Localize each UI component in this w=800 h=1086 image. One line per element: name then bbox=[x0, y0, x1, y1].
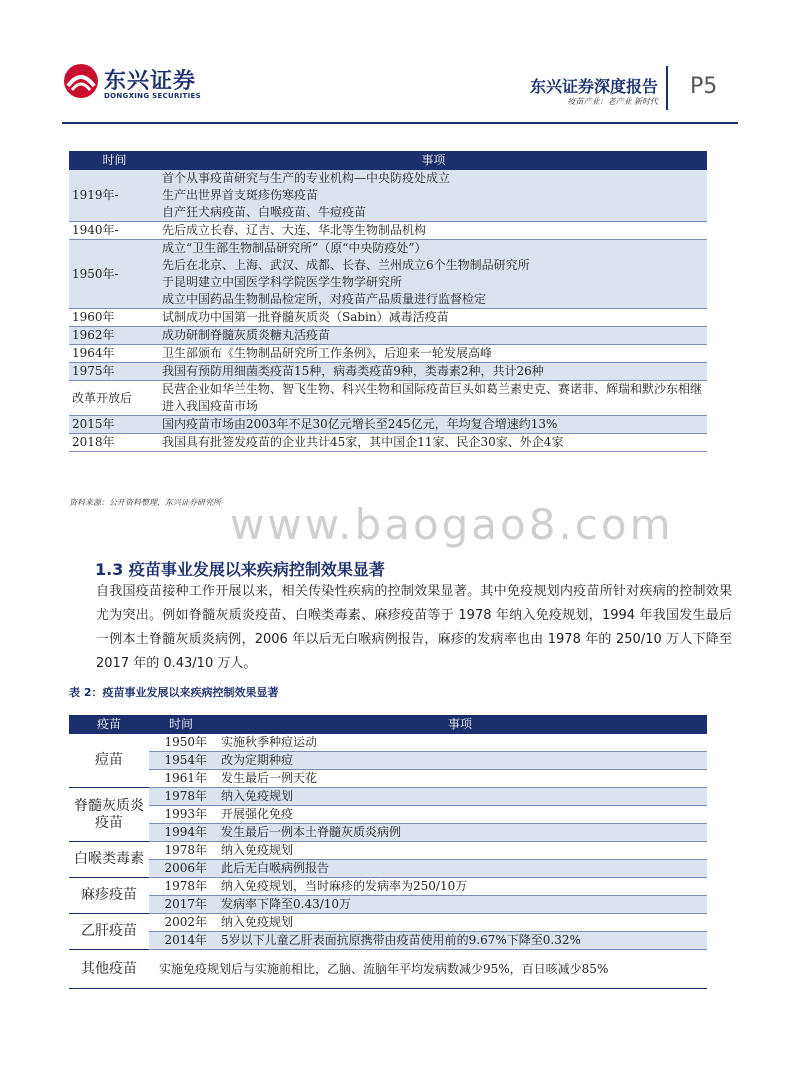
disease-control-table bbox=[69, 715, 707, 989]
event-line: 首个从事疫苗研究与生产的专业机构—中央防疫处成立 bbox=[162, 171, 451, 185]
watermark: www.baogao8.com bbox=[230, 500, 674, 549]
logo-text-en: DONGXING SECURITIES bbox=[104, 92, 201, 100]
row-event: 5岁以下儿童乙肝表面抗原携带由疫苗使用前的9.67%下降至0.32% bbox=[213, 932, 707, 950]
row-time: 2002年 bbox=[149, 914, 213, 932]
row-time: 2018年 bbox=[69, 434, 160, 452]
event-line: 先后成立长春、辽吉、大连、华北等生物制品机构 bbox=[162, 223, 427, 237]
event-line: 于昆明建立中国医学科学院医学生物学研究所 bbox=[162, 275, 403, 289]
event-line: 成立中国药品生物制品检定所，对疫苗产品质量进行监督检定 bbox=[162, 292, 487, 306]
row-events bbox=[160, 345, 707, 363]
row-event: 发病率下降至0.43/10万 bbox=[213, 896, 707, 914]
row-time: 1975年 bbox=[69, 363, 160, 381]
row-events bbox=[160, 170, 707, 222]
table-row bbox=[69, 327, 707, 345]
vaccine-name: 脊髓灰质炎疫苗 bbox=[69, 788, 149, 842]
event-line: 我国具有批签发疫苗的企业共计45家，其中国企11家、民企30家、外企4家 bbox=[162, 435, 564, 449]
row-event: 纳入免疫规划，当时麻疹的发病率为250/10万 bbox=[213, 878, 707, 896]
table-row bbox=[69, 381, 707, 416]
row-time: 1950年 bbox=[149, 734, 213, 752]
col-header-event: 事项 bbox=[213, 715, 707, 734]
event-line: 自产狂犬病疫苗、白喉疫苗、牛痘疫苗 bbox=[162, 205, 367, 219]
row-event: 实施免疫规划后与实施前相比，乙脑、流脑年平均发病数减少95%，百日咳减少85% bbox=[149, 950, 707, 989]
row-time: 1940年- bbox=[69, 222, 160, 240]
row-event: 纳入免疫规划 bbox=[213, 842, 707, 860]
vaccine-name: 痘苗 bbox=[69, 734, 149, 788]
table-row bbox=[69, 842, 707, 860]
row-time: 1954年 bbox=[149, 752, 213, 770]
table-row bbox=[69, 878, 707, 896]
row-time: 2006年 bbox=[149, 860, 213, 878]
table-row bbox=[69, 896, 707, 914]
section-title: 1.3 疫苗事业发展以来疾病控制效果显著 bbox=[95, 560, 385, 579]
row-events bbox=[160, 381, 707, 416]
row-time: 1978年 bbox=[149, 788, 213, 806]
row-time: 1964年 bbox=[69, 345, 160, 363]
row-time: 2017年 bbox=[149, 896, 213, 914]
table-row bbox=[69, 824, 707, 842]
page-number: P5 bbox=[690, 74, 718, 99]
event-line: 我国有预防用细菌类疫苗15种，病毒类疫苗9种，类毒素2种，共计26种 bbox=[162, 364, 544, 378]
table-row bbox=[69, 240, 707, 309]
table-row bbox=[69, 416, 707, 434]
table-row bbox=[69, 222, 707, 240]
table-row bbox=[69, 734, 707, 752]
report-subtitle: 疫苗产业：老产业 新时代 bbox=[567, 97, 658, 106]
event-line: 国内疫苗市场由2003年不足30亿元增长至245亿元，年均复合增速约13% bbox=[162, 417, 558, 431]
company-logo bbox=[62, 62, 222, 112]
event-line: 卫生部颁布《生物制品研究所工作条例》，后迎来一轮发展高峰 bbox=[162, 346, 493, 360]
row-time: 1950年- bbox=[69, 240, 160, 309]
table-row bbox=[69, 345, 707, 363]
row-time: 1993年 bbox=[149, 806, 213, 824]
row-events bbox=[160, 327, 707, 345]
table-row bbox=[69, 914, 707, 932]
row-events bbox=[160, 309, 707, 327]
page-header bbox=[0, 0, 800, 120]
event-line: 成立“卫生部生物制品研究所”（原“中央防疫处”） bbox=[162, 241, 427, 255]
row-time: 1960年 bbox=[69, 309, 160, 327]
event-line: 先后在北京、上海、武汉、成都、长春、兰州成立6个生物制品研究所 bbox=[162, 258, 530, 272]
table-row bbox=[69, 309, 707, 327]
row-time: 2014年 bbox=[149, 932, 213, 950]
event-line: 试制成功中国第一批脊髓灰质炎（Sabin）减毒活疫苗 bbox=[162, 310, 449, 324]
row-time: 1961年 bbox=[149, 770, 213, 788]
row-time: 1919年- bbox=[69, 170, 160, 222]
col-header-time: 时间 bbox=[149, 715, 213, 734]
logo-text-cn: 东兴证券 bbox=[104, 69, 197, 94]
row-events bbox=[160, 222, 707, 240]
row-events bbox=[160, 434, 707, 452]
row-time: 1962年 bbox=[69, 327, 160, 345]
header-divider bbox=[666, 66, 668, 110]
row-event: 改为定期种痘 bbox=[213, 752, 707, 770]
row-event: 纳入免疫规划 bbox=[213, 914, 707, 932]
table-row-other bbox=[69, 950, 707, 989]
row-event: 发生最后一例本土脊髓灰质炎病例 bbox=[213, 824, 707, 842]
row-time: 1978年 bbox=[149, 878, 213, 896]
source-note: 资料来源：公开资料整理，东兴证券研究所 bbox=[69, 498, 221, 507]
table-row bbox=[69, 434, 707, 452]
row-time: 1978年 bbox=[149, 842, 213, 860]
event-line: 民营企业如华兰生物、智飞生物、科兴生物和国际疫苗巨头如葛兰素史克、赛诺菲、辉瑞和默沙东相继进入我国疫苗市场 bbox=[162, 382, 703, 413]
logo-mark-icon bbox=[62, 62, 100, 100]
col-header-vaccine: 疫苗 bbox=[69, 715, 149, 734]
row-events bbox=[160, 363, 707, 381]
report-title: 东兴证券深度报告 bbox=[529, 77, 658, 96]
table-row bbox=[69, 860, 707, 878]
row-event: 实施秋季种痘运动 bbox=[213, 734, 707, 752]
table-row bbox=[69, 752, 707, 770]
table2-caption: 表 2：疫苗事业发展以来疾病控制效果显著 bbox=[69, 686, 279, 699]
table-row bbox=[69, 363, 707, 381]
table-row bbox=[69, 788, 707, 806]
row-time: 1994年 bbox=[149, 824, 213, 842]
table-row bbox=[69, 170, 707, 222]
table-row bbox=[69, 770, 707, 788]
vaccine-name: 其他疫苗 bbox=[69, 950, 149, 989]
history-table bbox=[69, 151, 707, 452]
col-header-event: 事项 bbox=[160, 151, 707, 170]
vaccine-name: 乙肝疫苗 bbox=[69, 914, 149, 950]
row-events bbox=[160, 416, 707, 434]
row-event: 纳入免疫规划 bbox=[213, 788, 707, 806]
row-time: 改革开放后 bbox=[69, 381, 160, 416]
row-event: 开展强化免疫 bbox=[213, 806, 707, 824]
table-row bbox=[69, 806, 707, 824]
row-event: 此后无白喉病例报告 bbox=[213, 860, 707, 878]
vaccine-name: 麻疹疫苗 bbox=[69, 878, 149, 914]
col-header-time: 时间 bbox=[69, 151, 160, 170]
vaccine-name: 白喉类毒素 bbox=[69, 842, 149, 878]
event-line: 成功研制脊髓灰质炎糖丸活疫苗 bbox=[162, 328, 331, 342]
row-events bbox=[160, 240, 707, 309]
row-event: 发生最后一例天花 bbox=[213, 770, 707, 788]
event-line: 生产出世界首支斑疹伤寒疫苗 bbox=[162, 188, 319, 202]
section-paragraph: 自我国疫苗接种工作开展以来，相关传染性疾病的控制效果显著。其中免疫规划内疫苗所针对疾病的控制效果尤为突出。例如脊髓灰质炎疫苗、白喉类毒素、麻疹疫苗等于 1978 年纳入免疫规划，1994 年我国发生最后一例本土脊髓灰质炎病例，2006 年以后无白喉病例报告，麻疹的发病率也由 1978 年的 250/10 万人下降至 2017 年的 0.43/10 万人。 bbox=[96, 584, 732, 671]
header-rule bbox=[62, 122, 738, 124]
row-time: 2015年 bbox=[69, 416, 160, 434]
table-row bbox=[69, 932, 707, 950]
